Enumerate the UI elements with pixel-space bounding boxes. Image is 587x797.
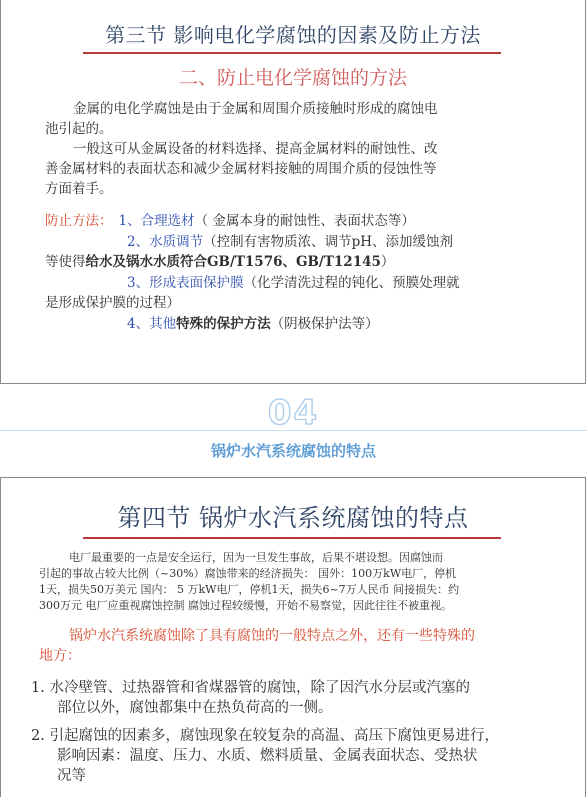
list-item-2: 2. 引起腐蚀的因素多，腐蚀现象在较复杂的高温、高压下腐蚀更易进行， (31, 728, 499, 744)
section-number: 04 (267, 393, 320, 433)
paragraph-line: 善金属材料的表面状态和减少金属材料接触的周围介质的侵蚀性等 (45, 161, 437, 177)
method-2-line2-b: 给水及锅水水质符合GB/T1576、GB/T12145 (85, 254, 381, 270)
method-row-2 (127, 232, 453, 252)
paragraph-line: 方面着手。 (45, 181, 113, 197)
slide-title: 第四节 锅炉水汽系统腐蚀的特点 (117, 504, 469, 532)
intro-line: 引起的事故占较大比例（~30%）腐蚀带来的经济损失： 国外：100万kW电厂，停机 (39, 567, 457, 580)
method-3-head: 3、形成表面保护膜 (127, 275, 244, 291)
paragraph-line: 金属的电化学腐蚀是由于金属和周围介质接触时形成的腐蚀电 (73, 101, 438, 117)
intro-line: 1天，损失50万美元 国内： 5 万kW电厂，停机1天，损失6~7万人民币 间接损失：约 (39, 583, 460, 596)
slide-section-3 (0, 0, 586, 384)
method-1-tail: （ 金属本身的耐蚀性、表面状态等） (194, 213, 415, 229)
list-item-2-cont: 况等 (57, 768, 86, 784)
intro-line: 300万元 电厂应重视腐蚀控制 腐蚀过程较缓慢，开始不易察觉，因此往往不被重视。 (39, 599, 452, 612)
list-item-2-cont: 影响因素：温度、压力、水质、燃料质量、金属表面状态、受热状 (57, 748, 478, 764)
method-1-head: 1、合理选材 (118, 213, 195, 229)
title-rule (83, 537, 501, 539)
title-rule (83, 52, 501, 54)
method-row-3b: 是形成保护膜的过程） (45, 295, 180, 311)
method-4-tail: （阴极保护法等） (270, 316, 379, 332)
slide-section-4 (0, 477, 586, 797)
method-row-2b (45, 252, 394, 272)
method-2-line2-c: ） (380, 254, 395, 270)
method-row-3 (127, 273, 460, 293)
methods-label: 防止方法： (45, 213, 113, 229)
method-row-4 (127, 314, 379, 334)
slide-subtitle: 二、防止电化学腐蚀的方法 (178, 67, 407, 89)
special-line: 地方： (39, 648, 81, 664)
list-item-1-cont: 部位以外，腐蚀都集中在热负荷高的一侧。 (57, 700, 333, 716)
slide-title: 第三节 影响电化学腐蚀的因素及防止方法 (105, 23, 481, 47)
method-2-line2-a: 等使得 (45, 254, 86, 270)
special-line: 锅炉水汽系统腐蚀除了具有腐蚀的一般特点之外，还有一些特殊的 (69, 628, 475, 644)
paragraph-line: 池引起的。 (45, 121, 113, 137)
list-item-1: 1. 水冷壁管、过热器管和省煤器管的腐蚀，除了因汽水分层或汽塞的 (31, 680, 470, 696)
method-4-head: 4、其他 (127, 316, 177, 332)
method-row-1 (45, 211, 415, 231)
method-3-tail: （化学清洗过程的钝化、预膜处理就 (243, 275, 460, 291)
method-2-head: 2、水质调节 (127, 234, 204, 250)
paragraph-line: 一般这可从金属设备的材料选择、提高金属材料的耐蚀性、改 (73, 141, 438, 157)
method-4-mid: 特殊的保护方法 (176, 316, 271, 332)
intro-line: 电厂最重要的一点是安全运行，因为一旦发生事故，后果不堪设想。因腐蚀而 (69, 551, 443, 564)
section-title: 锅炉水汽系统腐蚀的特点 (210, 442, 376, 460)
method-2-tail: （控制有害物质浓、调节pH、添加缓蚀剂 (203, 234, 454, 250)
